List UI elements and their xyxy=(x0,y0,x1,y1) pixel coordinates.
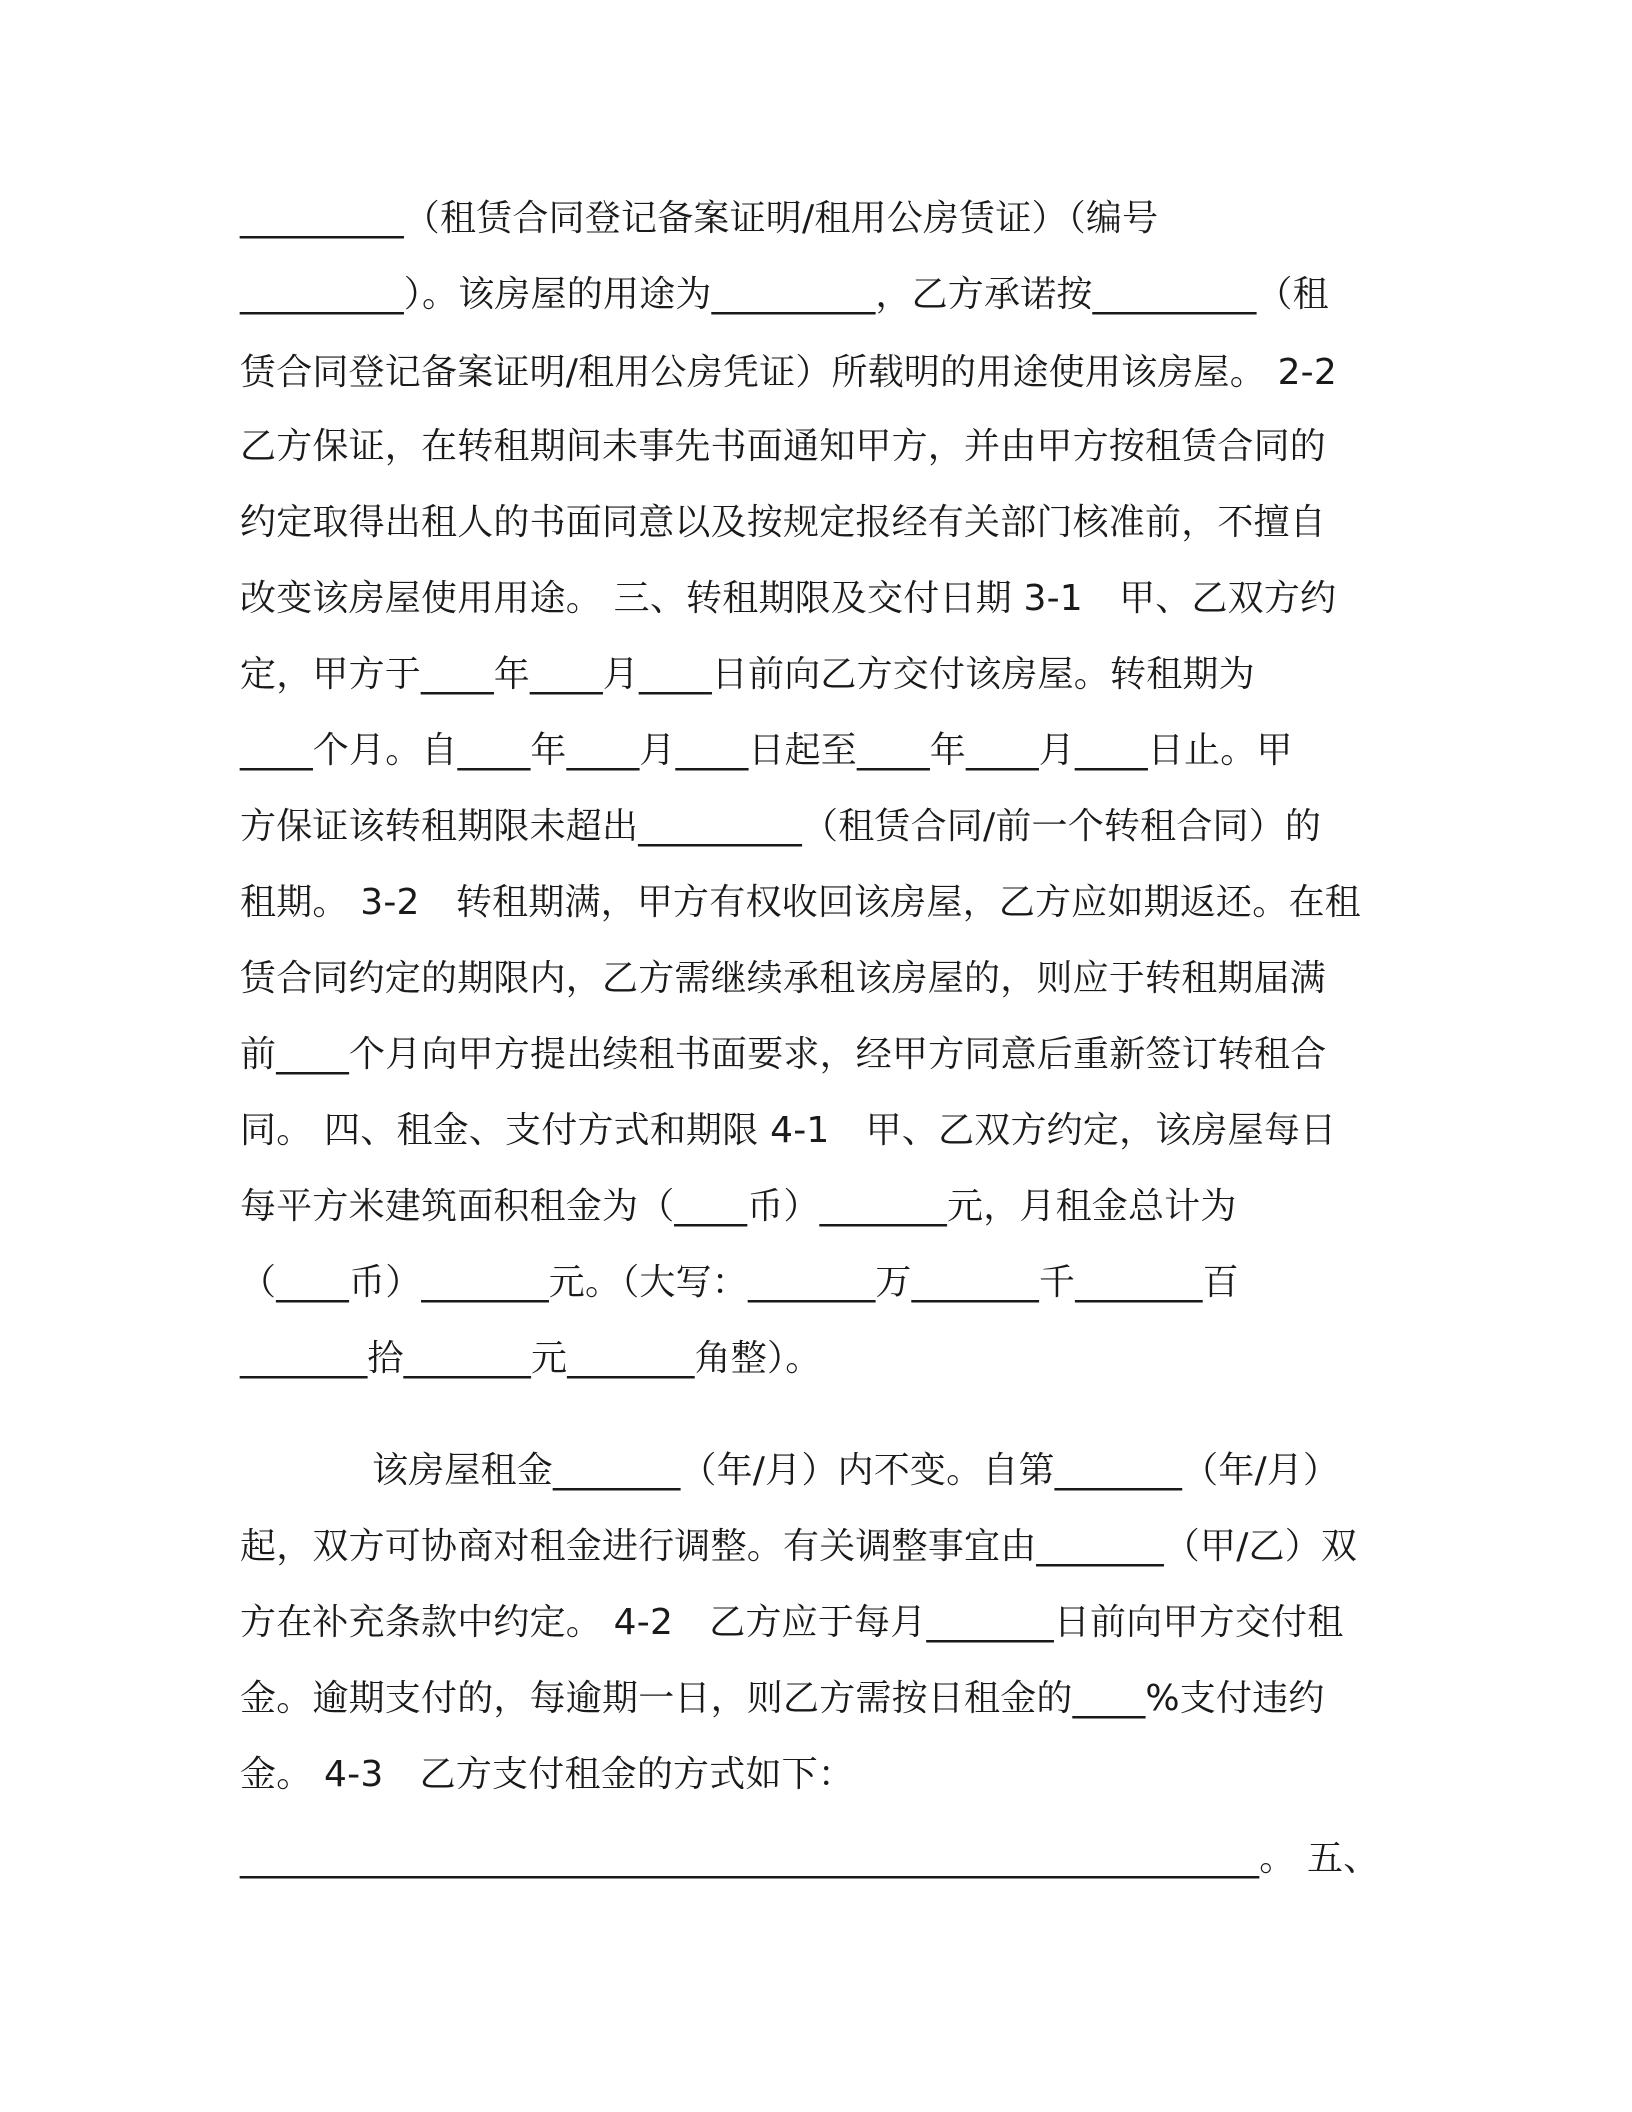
text-line: 约定取得出租人的书面同意以及按规定报经有关部门核准前，不擅自 xyxy=(240,502,1327,543)
text-line: 方在补充条款中约定。 4-2 乙方应于每月_______日前向甲方交付租 xyxy=(240,1602,1344,1643)
text-line: 赁合同登记备案证明/租用公房凭证）所载明的用途使用该房屋。 2-2 xyxy=(240,352,1337,393)
text-line: _______拾_______元_______角整）。 xyxy=(240,1338,822,1379)
text-line: 每平方米建筑面积租金为（____币）_______元，月租金总计为 xyxy=(240,1186,1237,1227)
text-line: 方保证该转租期限未超出_________（租赁合同/前一个转租合同）的 xyxy=(240,806,1322,847)
text-line: 金。逾期支付的，每逾期一日，则乙方需按日租金的____%支付违约 xyxy=(240,1678,1325,1719)
text-line: _________（租赁合同登记备案证明/租用公房赁证）（编号 xyxy=(240,198,1159,239)
text-line: _________）。该房屋的用途为_________，乙方承诺按_________（租 xyxy=(240,274,1329,315)
text-line: 同。 四、租金、支付方式和期限 4-1 甲、乙双方约定，该房屋每日 xyxy=(240,1110,1337,1151)
text-line: 起，双方可协商对租金进行调整。有关调整事宜由_______（甲/乙）双 xyxy=(240,1526,1358,1567)
text-line: ________________________________________________________。 五、 xyxy=(240,1838,1380,1879)
text-line: 前____个月向甲方提出续租书面要求，经甲方同意后重新签订转租合 xyxy=(240,1034,1327,1075)
text-line: 赁合同约定的期限内，乙方需继续承租该房屋的，则应于转租期届满 xyxy=(240,958,1327,999)
paragraph-first-line: 该房屋租金_______（年/月）内不变。自第_______（年/月） xyxy=(372,1450,1340,1491)
text-line: （____币）_______元。（大写：_______万_______千_______百 xyxy=(240,1262,1239,1303)
text-line: 改变该房屋使用用途。 三、转租期限及交付日期 3-1 甲、乙双方约 xyxy=(240,578,1337,619)
text-line: 乙方保证，在转租期间未事先书面通知甲方，并由甲方按租赁合同的 xyxy=(240,426,1327,467)
text-line: 金。 4-3 乙方支付租金的方式如下： xyxy=(240,1754,855,1795)
text-line: ____个月。自____年____月____日起至____年____月____日止。甲 xyxy=(240,730,1293,771)
text-line: 定，甲方于____年____月____日前向乙方交付该房屋。转租期为 xyxy=(240,654,1255,695)
text-line: 租期。 3-2 转租期满，甲方有权收回该房屋，乙方应如期返还。在租 xyxy=(240,882,1361,923)
